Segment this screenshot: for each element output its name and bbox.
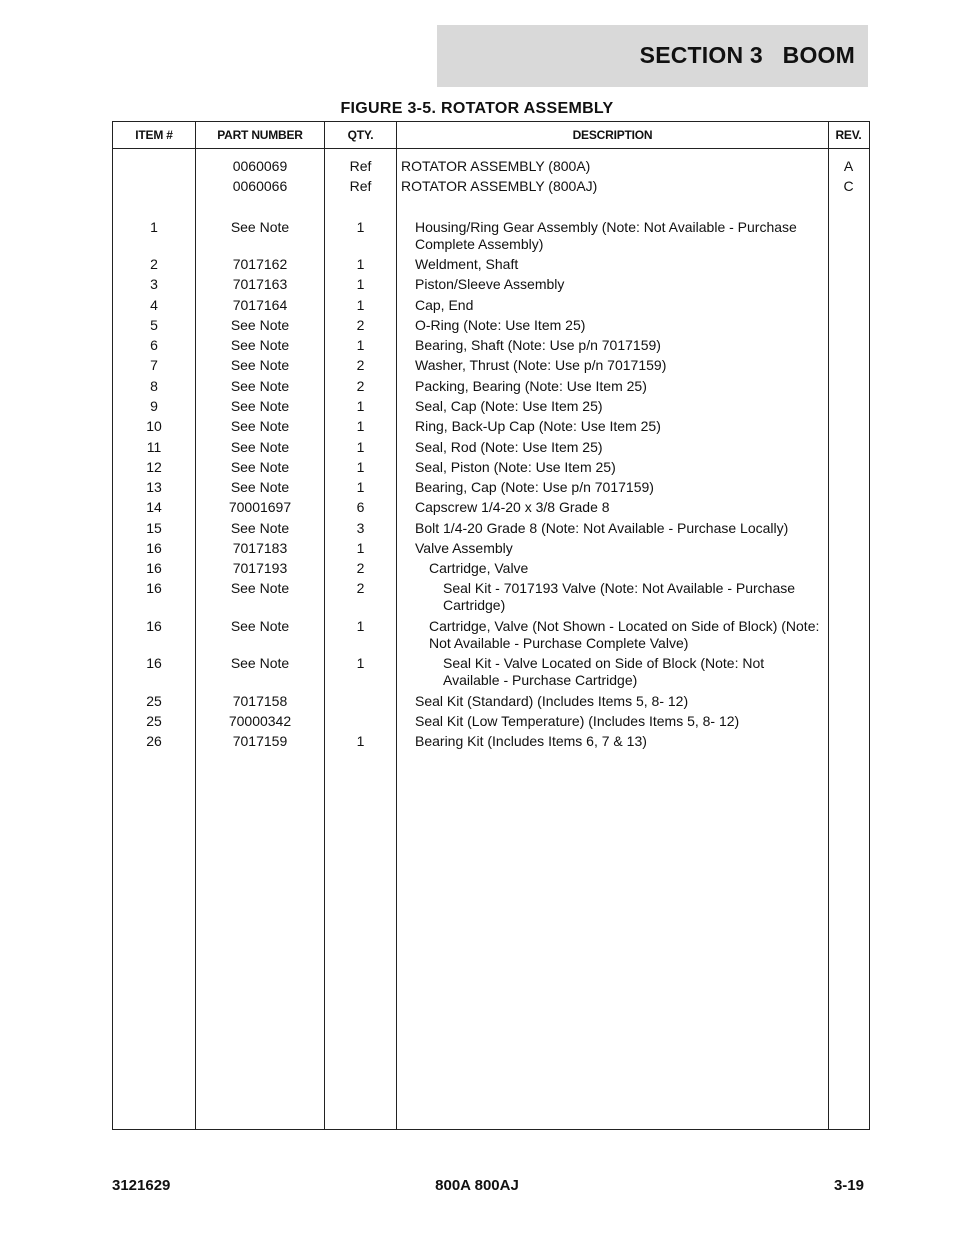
header-qty: QTY. <box>347 128 374 142</box>
qty-cell: 1 <box>356 618 365 634</box>
description-cell: Bearing, Cap (Note: Use p/n 7017159) <box>415 479 654 495</box>
part-number-cell: See Note <box>230 618 290 634</box>
description-cell: Seal, Piston (Note: Use Item 25) <box>415 459 616 475</box>
column-divider <box>396 122 397 1129</box>
item-cell: 7 <box>150 357 158 373</box>
item-cell: 26 <box>146 733 162 749</box>
header-part-number: PART NUMBER <box>217 128 303 142</box>
description-cell: Seal, Rod (Note: Use Item 25) <box>415 439 603 455</box>
header-item: ITEM # <box>135 128 173 142</box>
description-cell: Housing/Ring Gear Assembly (Note: Not Available - Purchase Complete Assembly) <box>415 219 797 252</box>
qty-cell: 2 <box>356 378 365 394</box>
footer-page-number: 3-19 <box>833 1177 864 1194</box>
description-cell: Capscrew 1/4-20 x 3/8 Grade 8 <box>415 499 610 515</box>
description-cell: ROTATOR ASSEMBLY (800A) <box>401 158 591 174</box>
item-cell: 16 <box>146 560 162 576</box>
part-number-cell: 7017159 <box>232 733 288 749</box>
part-number-cell: 7017183 <box>232 540 288 556</box>
item-cell: 25 <box>146 693 162 709</box>
description-cell: Seal, Cap (Note: Use Item 25) <box>415 398 603 414</box>
part-number-cell: 0060069 <box>232 158 288 174</box>
qty-cell: 1 <box>356 398 365 414</box>
qty-cell: 1 <box>356 439 365 455</box>
part-number-cell: 7017163 <box>232 276 288 292</box>
parts-table <box>112 121 870 1130</box>
qty-cell: 1 <box>356 459 365 475</box>
item-cell: 16 <box>146 618 162 634</box>
qty-cell: 2 <box>356 357 365 373</box>
part-number-cell: 7017164 <box>232 297 288 313</box>
item-cell: 10 <box>146 418 162 434</box>
description-cell: Bearing Kit (Includes Items 6, 7 & 13) <box>415 733 647 749</box>
qty-cell: 1 <box>356 276 365 292</box>
qty-cell: Ref <box>349 158 372 174</box>
qty-cell: 1 <box>356 219 365 235</box>
description-cell: Cartridge, Valve <box>429 560 529 576</box>
qty-cell: 1 <box>356 655 365 671</box>
qty-cell: Ref <box>349 178 372 194</box>
part-number-cell: See Note <box>230 378 290 394</box>
item-cell: 3 <box>150 276 158 292</box>
description-cell: Seal Kit - Valve Located on Side of Block (Note: Not Available - Purchase Cartridge) <box>443 655 765 688</box>
qty-cell: 3 <box>356 520 365 536</box>
qty-cell: 2 <box>356 580 365 596</box>
description-cell: Washer, Thrust (Note: Use p/n 7017159) <box>415 357 667 373</box>
qty-cell: 1 <box>356 297 365 313</box>
part-number-cell: See Note <box>230 655 290 671</box>
item-cell: 12 <box>146 459 162 475</box>
item-cell: 11 <box>146 439 162 455</box>
header-divider <box>113 148 869 149</box>
part-number-cell: See Note <box>230 418 290 434</box>
item-cell: 2 <box>150 256 158 272</box>
item-cell: 14 <box>146 499 162 515</box>
item-cell: 4 <box>150 297 158 313</box>
description-cell: Seal Kit (Low Temperature) (Includes Items 5, 8- 12) <box>415 713 740 729</box>
part-number-cell: 70001697 <box>228 499 292 515</box>
part-number-cell: See Note <box>230 439 290 455</box>
part-number-cell: See Note <box>230 580 290 596</box>
item-cell: 9 <box>150 398 158 414</box>
part-number-cell: See Note <box>230 317 290 333</box>
qty-cell: 2 <box>356 560 365 576</box>
footer-model: 800A 800AJ <box>435 1177 519 1194</box>
section-title: SECTION 3 BOOM <box>639 42 855 68</box>
column-divider <box>828 122 829 1129</box>
rev-cell: C <box>843 178 854 194</box>
item-cell: 25 <box>146 713 162 729</box>
qty-cell: 1 <box>356 479 365 495</box>
qty-cell: 1 <box>356 337 365 353</box>
rev-cell: A <box>843 158 854 174</box>
part-number-cell: See Note <box>230 398 290 414</box>
footer-doc-number: 3121629 <box>112 1177 171 1194</box>
item-cell: 16 <box>146 580 162 596</box>
description-cell: Bearing, Shaft (Note: Use p/n 7017159) <box>415 337 661 353</box>
part-number-cell: See Note <box>230 520 290 536</box>
item-cell: 15 <box>146 520 162 536</box>
part-number-cell: See Note <box>230 357 290 373</box>
description-cell: O-Ring (Note: Use Item 25) <box>415 317 586 333</box>
figure-title: FIGURE 3-5. ROTATOR ASSEMBLY <box>340 100 614 117</box>
description-cell: Valve Assembly <box>415 540 513 556</box>
qty-cell: 1 <box>356 418 365 434</box>
item-cell: 13 <box>146 479 162 495</box>
description-cell: Cartridge, Valve (Not Shown - Located on Side of Block) (Note: Not Available - Purchase Complete Valve) <box>429 618 820 651</box>
part-number-cell: 0060066 <box>232 178 288 194</box>
part-number-cell: See Note <box>230 337 290 353</box>
item-cell: 1 <box>150 219 158 235</box>
part-number-cell: 7017162 <box>232 256 288 272</box>
part-number-cell: 7017158 <box>232 693 288 709</box>
qty-cell: 1 <box>356 540 365 556</box>
part-number-cell: 7017193 <box>232 560 288 576</box>
description-cell: Cap, End <box>415 297 474 313</box>
header-rev: REV. <box>835 128 862 142</box>
description-cell: Piston/Sleeve Assembly <box>415 276 565 292</box>
item-cell: 5 <box>150 317 158 333</box>
description-cell: Packing, Bearing (Note: Use Item 25) <box>415 378 647 394</box>
item-cell: 16 <box>146 655 162 671</box>
description-cell: Weldment, Shaft <box>415 256 519 272</box>
qty-cell: 1 <box>356 256 365 272</box>
qty-cell: 1 <box>356 733 365 749</box>
item-cell: 6 <box>150 337 158 353</box>
description-cell: Bolt 1/4-20 Grade 8 (Note: Not Available - Purchase Locally) <box>415 520 789 536</box>
description-cell: ROTATOR ASSEMBLY (800AJ) <box>401 178 598 194</box>
item-cell: 8 <box>150 378 158 394</box>
description-cell: Ring, Back-Up Cap (Note: Use Item 25) <box>415 418 661 434</box>
qty-cell: 6 <box>356 499 365 515</box>
item-cell: 16 <box>146 540 162 556</box>
header-description: DESCRIPTION <box>572 128 653 142</box>
part-number-cell: See Note <box>230 219 290 235</box>
section-banner <box>437 25 868 87</box>
part-number-cell: See Note <box>230 479 290 495</box>
part-number-cell: See Note <box>230 459 290 475</box>
description-cell: Seal Kit (Standard) (Includes Items 5, 8- 12) <box>415 693 689 709</box>
part-number-cell: 70000342 <box>228 713 292 729</box>
qty-cell: 2 <box>356 317 365 333</box>
description-cell: Seal Kit - 7017193 Valve (Note: Not Available - Purchase Cartridge) <box>443 580 796 613</box>
